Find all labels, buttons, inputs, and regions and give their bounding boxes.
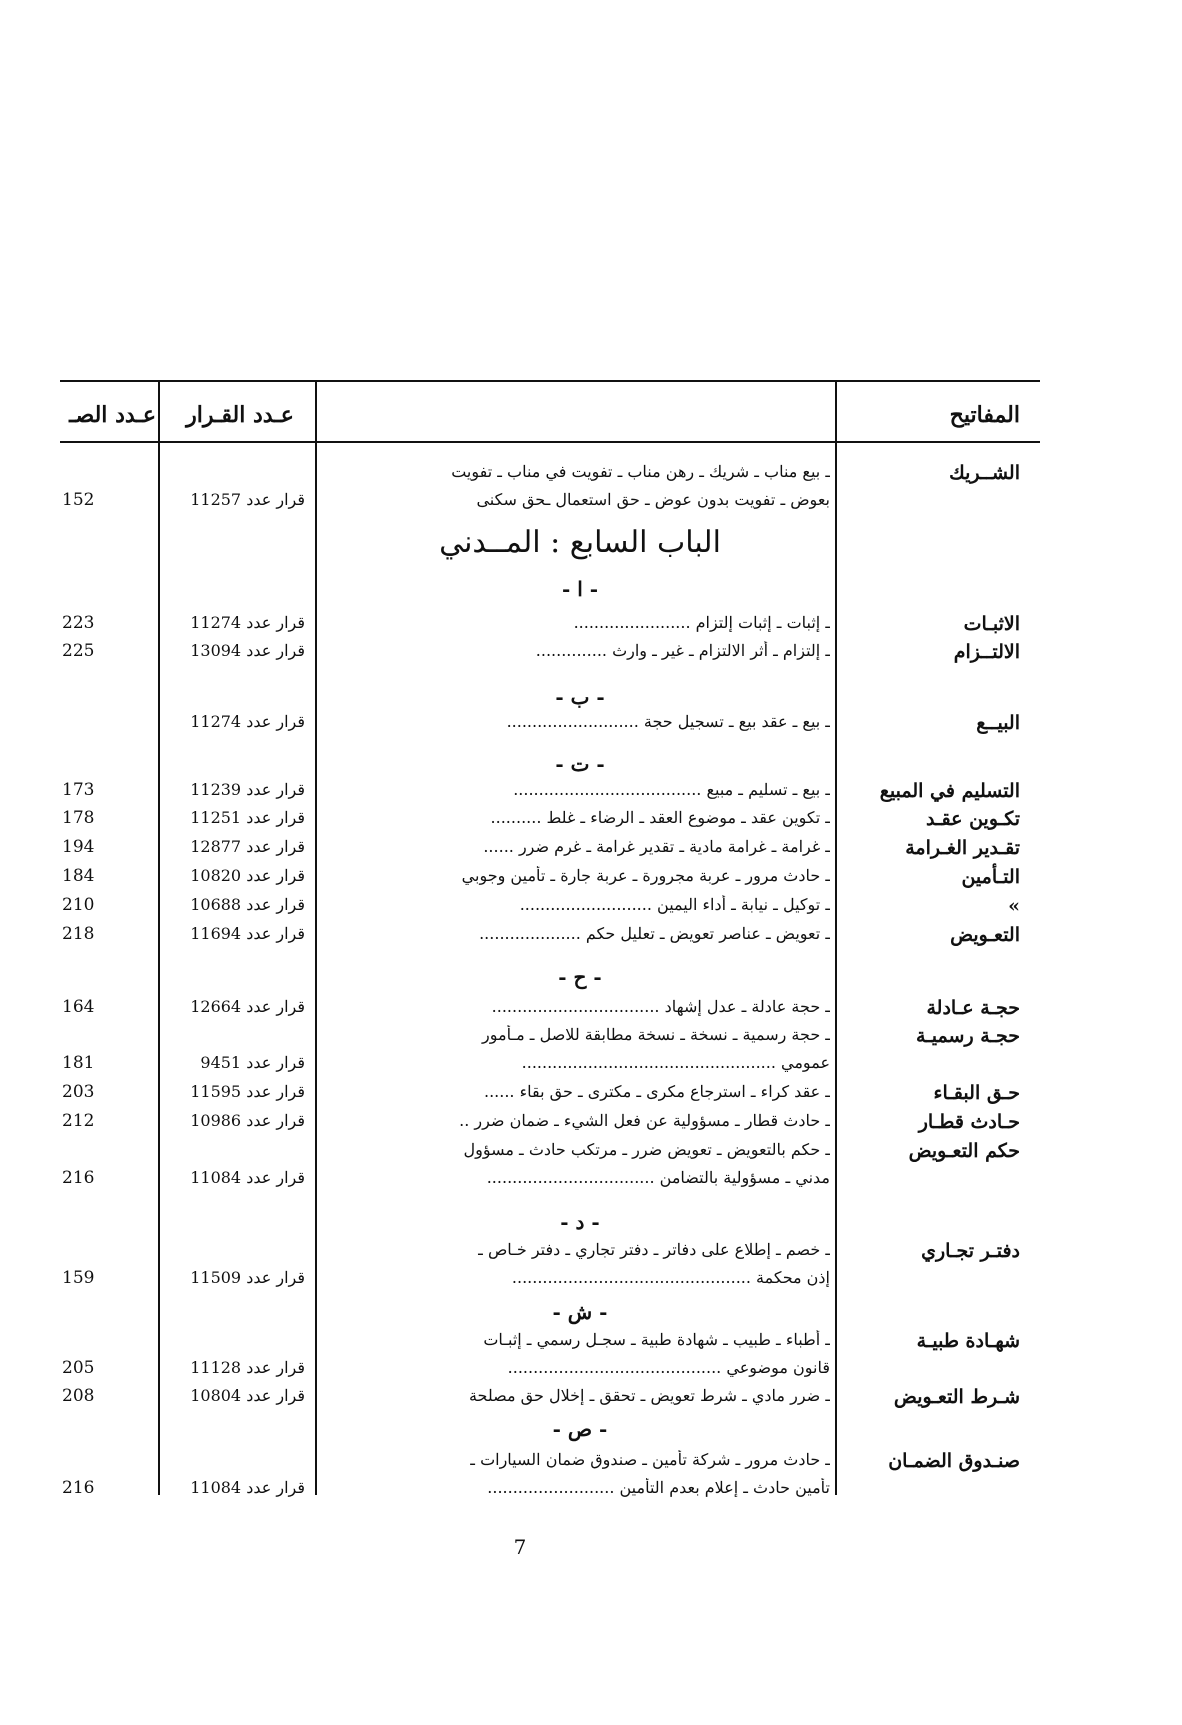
- row-page: 210: [62, 895, 95, 915]
- row-description: ـ إثبات ـ إثبات إلتزام .......................: [573, 613, 830, 632]
- row-description: بعوض ـ تفويت بدون عوض ـ حق استعمال ـحق سكنى: [476, 490, 830, 509]
- row-page: 184: [62, 866, 95, 886]
- table-row: [0, 1450, 1182, 1478]
- row-page: 223: [62, 613, 95, 633]
- row-key: التـأمين: [961, 866, 1020, 888]
- row-decision: قرار عدد 10804: [190, 1386, 305, 1405]
- row-decision: قرار عدد 11084: [190, 1478, 305, 1497]
- row-description: ـ توكيل ـ نيابة ـ أداء اليمين ..........................: [519, 895, 830, 914]
- table-row: [0, 1330, 1182, 1358]
- row-page: 216: [62, 1168, 95, 1188]
- row-page: 173: [62, 780, 95, 800]
- row-page: 208: [62, 1386, 95, 1406]
- row-key: شهـادة طبيـة: [916, 1330, 1020, 1352]
- section-letter-dal: - د -: [560, 1210, 600, 1234]
- row-decision: قرار عدد 11084: [190, 1168, 305, 1187]
- header-bottom-rule: [60, 441, 1040, 443]
- row-page: 218: [62, 924, 95, 944]
- row-decision: قرار عدد 11274: [190, 613, 305, 632]
- table-row: [0, 1268, 1182, 1296]
- row-decision: قرار عدد 10820: [190, 866, 305, 885]
- row-description: ـ حادث مرور ـ شركة تأمين ـ صندوق ضمان السيارات ـ: [470, 1450, 830, 1469]
- table-row: [0, 866, 1182, 894]
- table-row: [0, 895, 1182, 923]
- row-key: حجـة عـادلة: [926, 997, 1020, 1019]
- row-description: ـ حكم بالتعويض ـ تعويض ضرر ـ مرتكب حادث ـ مسؤول: [463, 1140, 830, 1159]
- table-row: [0, 641, 1182, 669]
- table-row: [0, 490, 1182, 518]
- table-row: [0, 462, 1182, 490]
- row-description: ـ إلتزام ـ أثر الالتزام ـ غير ـ وارث ..............: [535, 641, 830, 660]
- row-decision: قرار عدد 11274: [190, 712, 305, 731]
- row-description: ـ حجة عادلة ـ عدل إشهاد .................................: [491, 997, 830, 1016]
- row-description: ـ أطباء ـ طبيب ـ شهادة طبية ـ سجـل رسمي ـ إثبـات: [483, 1330, 830, 1349]
- row-page: 152: [62, 490, 95, 510]
- row-decision: قرار عدد 10986: [190, 1111, 305, 1130]
- row-description: تأمين حادث ـ إعلام بعدم التأمين .........................: [487, 1478, 830, 1497]
- row-description: ـ بيع ـ عقد بيع ـ تسجيل حجة ..........................: [506, 712, 830, 731]
- row-key: »: [1008, 895, 1020, 917]
- row-decision: قرار عدد 12877: [190, 837, 305, 856]
- row-page: 212: [62, 1111, 95, 1131]
- row-decision: قرار عدد 11128: [190, 1358, 305, 1377]
- row-key: شـرط التعـويض: [893, 1386, 1020, 1408]
- row-description: عمومي ..................................................: [521, 1053, 830, 1072]
- header-page-number: عـدد الصـ: [69, 402, 156, 428]
- row-page: 194: [62, 837, 95, 857]
- table-row: [0, 997, 1182, 1025]
- row-key: حكم التعـويض: [908, 1140, 1020, 1162]
- row-decision: قرار عدد 11509: [190, 1268, 305, 1287]
- section-letter-ta: - ت -: [555, 752, 605, 776]
- row-description: ـ بيع مناب ـ شريك ـ رهن مناب ـ تفويت في مناب ـ تفويت: [451, 462, 830, 481]
- row-decision: قرار عدد 11257: [190, 490, 305, 509]
- table-row: [0, 837, 1182, 865]
- row-key: صنـدوق الضمـان: [888, 1450, 1020, 1472]
- row-key: حـق البقـاء: [933, 1082, 1020, 1104]
- table-row: [0, 780, 1182, 808]
- row-page: 178: [62, 808, 95, 828]
- row-page: 203: [62, 1082, 95, 1102]
- section-letter-ba: - ب -: [555, 685, 605, 709]
- row-key: تقـدير الغـرامة: [905, 837, 1020, 859]
- row-description: ـ تكوين عقد ـ موضوع العقد ـ الرضاء ـ غلط ..........: [490, 808, 830, 827]
- row-key: البيــع: [976, 712, 1020, 734]
- row-key: التعـويض: [950, 924, 1020, 946]
- row-page: 216: [62, 1478, 95, 1498]
- page-number: 7: [513, 1535, 527, 1559]
- row-description: ـ بيع ـ تسليم ـ مبيع .....................................: [513, 780, 830, 799]
- section-letter-shin: - ش -: [552, 1300, 608, 1324]
- section-letter-alif: - ا -: [561, 577, 599, 601]
- section-letter-sad: - ص -: [552, 1417, 608, 1441]
- row-description: ـ حجة رسمية ـ نسخة ـ نسخة مطابقة للاصل ـ مـأمور: [482, 1025, 830, 1044]
- row-decision: قرار عدد 11251: [190, 808, 305, 827]
- table-row: [0, 1053, 1182, 1081]
- row-description: ـ تعويض ـ عناصر تعويض ـ تعليل حكم ....................: [479, 924, 830, 943]
- table-row: [0, 1358, 1182, 1386]
- row-description: قانون موضوعي ..........................................: [507, 1358, 830, 1377]
- row-description: ـ ضرر مادي ـ شرط تعويض ـ تحقق ـ إخلال حق مصلحة: [468, 1386, 830, 1405]
- table-row: [0, 712, 1182, 740]
- row-key: التسليم في المبيع: [879, 780, 1020, 802]
- header-decision-number: عـدد القـرار: [186, 402, 294, 428]
- row-decision: قرار عدد 11595: [190, 1082, 305, 1101]
- row-description: ـ حادث قطار ـ مسؤولية عن فعل الشيء ـ ضمان ضرر ..: [459, 1111, 830, 1130]
- table-row: [0, 1140, 1182, 1168]
- table-row: [0, 924, 1182, 952]
- row-decision: قرار عدد 12664: [190, 997, 305, 1016]
- row-description: إذن محكمة ...............................................: [511, 1268, 830, 1287]
- table-row: [0, 808, 1182, 836]
- table-row: [0, 1111, 1182, 1139]
- table-row: [0, 1082, 1182, 1110]
- table-row: [0, 1240, 1182, 1268]
- row-description: ـ عقد كراء ـ استرجاع مكرى ـ مكترى ـ حق بقاء ......: [483, 1082, 830, 1101]
- row-description: ـ حادث مرور ـ عربة مجرورة ـ عربة جارة ـ تأمين وجوبي: [461, 866, 830, 885]
- table-row: [0, 1478, 1182, 1506]
- row-key: حـادث قطـار: [918, 1111, 1020, 1133]
- header-keys: المفاتيح: [949, 402, 1020, 428]
- row-page: 205: [62, 1358, 95, 1378]
- table-row: [0, 1168, 1182, 1196]
- row-decision: قرار عدد 10688: [190, 895, 305, 914]
- row-description: ـ خصم ـ إطلاع على دفاتر ـ دفتر تجاري ـ دفتر خـاص ـ: [478, 1240, 830, 1259]
- row-decision: قرار عدد 9451: [200, 1053, 305, 1072]
- row-key: تكـوين عقـد: [925, 808, 1020, 830]
- chapter-title: الباب السابع : المــدني: [439, 525, 721, 560]
- row-decision: قرار عدد 11694: [190, 924, 305, 943]
- table-row: [0, 1386, 1182, 1414]
- table-row: [0, 613, 1182, 641]
- row-decision: قرار عدد 13094: [190, 641, 305, 660]
- row-page: 159: [62, 1268, 95, 1288]
- row-key: الالتــزام: [953, 641, 1020, 663]
- row-decision: قرار عدد 11239: [190, 780, 305, 799]
- row-key: حجـة رسميـة: [916, 1025, 1020, 1047]
- row-page: 164: [62, 997, 95, 1017]
- row-page: 225: [62, 641, 95, 661]
- row-page: 181: [62, 1053, 95, 1073]
- row-key: دفتـر تجـاري: [921, 1240, 1020, 1262]
- row-key: الاثبـات: [963, 613, 1020, 635]
- row-description: ـ غرامة ـ غرامة مادية ـ تقدير غرامة ـ غرم ضرر ......: [483, 837, 830, 856]
- section-letter-ha: - ح -: [558, 965, 602, 989]
- row-key: الشــريك: [949, 462, 1020, 484]
- table-row: [0, 1025, 1182, 1053]
- header-top-rule: [60, 380, 1040, 382]
- row-description: مدني ـ مسؤولية بالتضامن .................................: [486, 1168, 830, 1187]
